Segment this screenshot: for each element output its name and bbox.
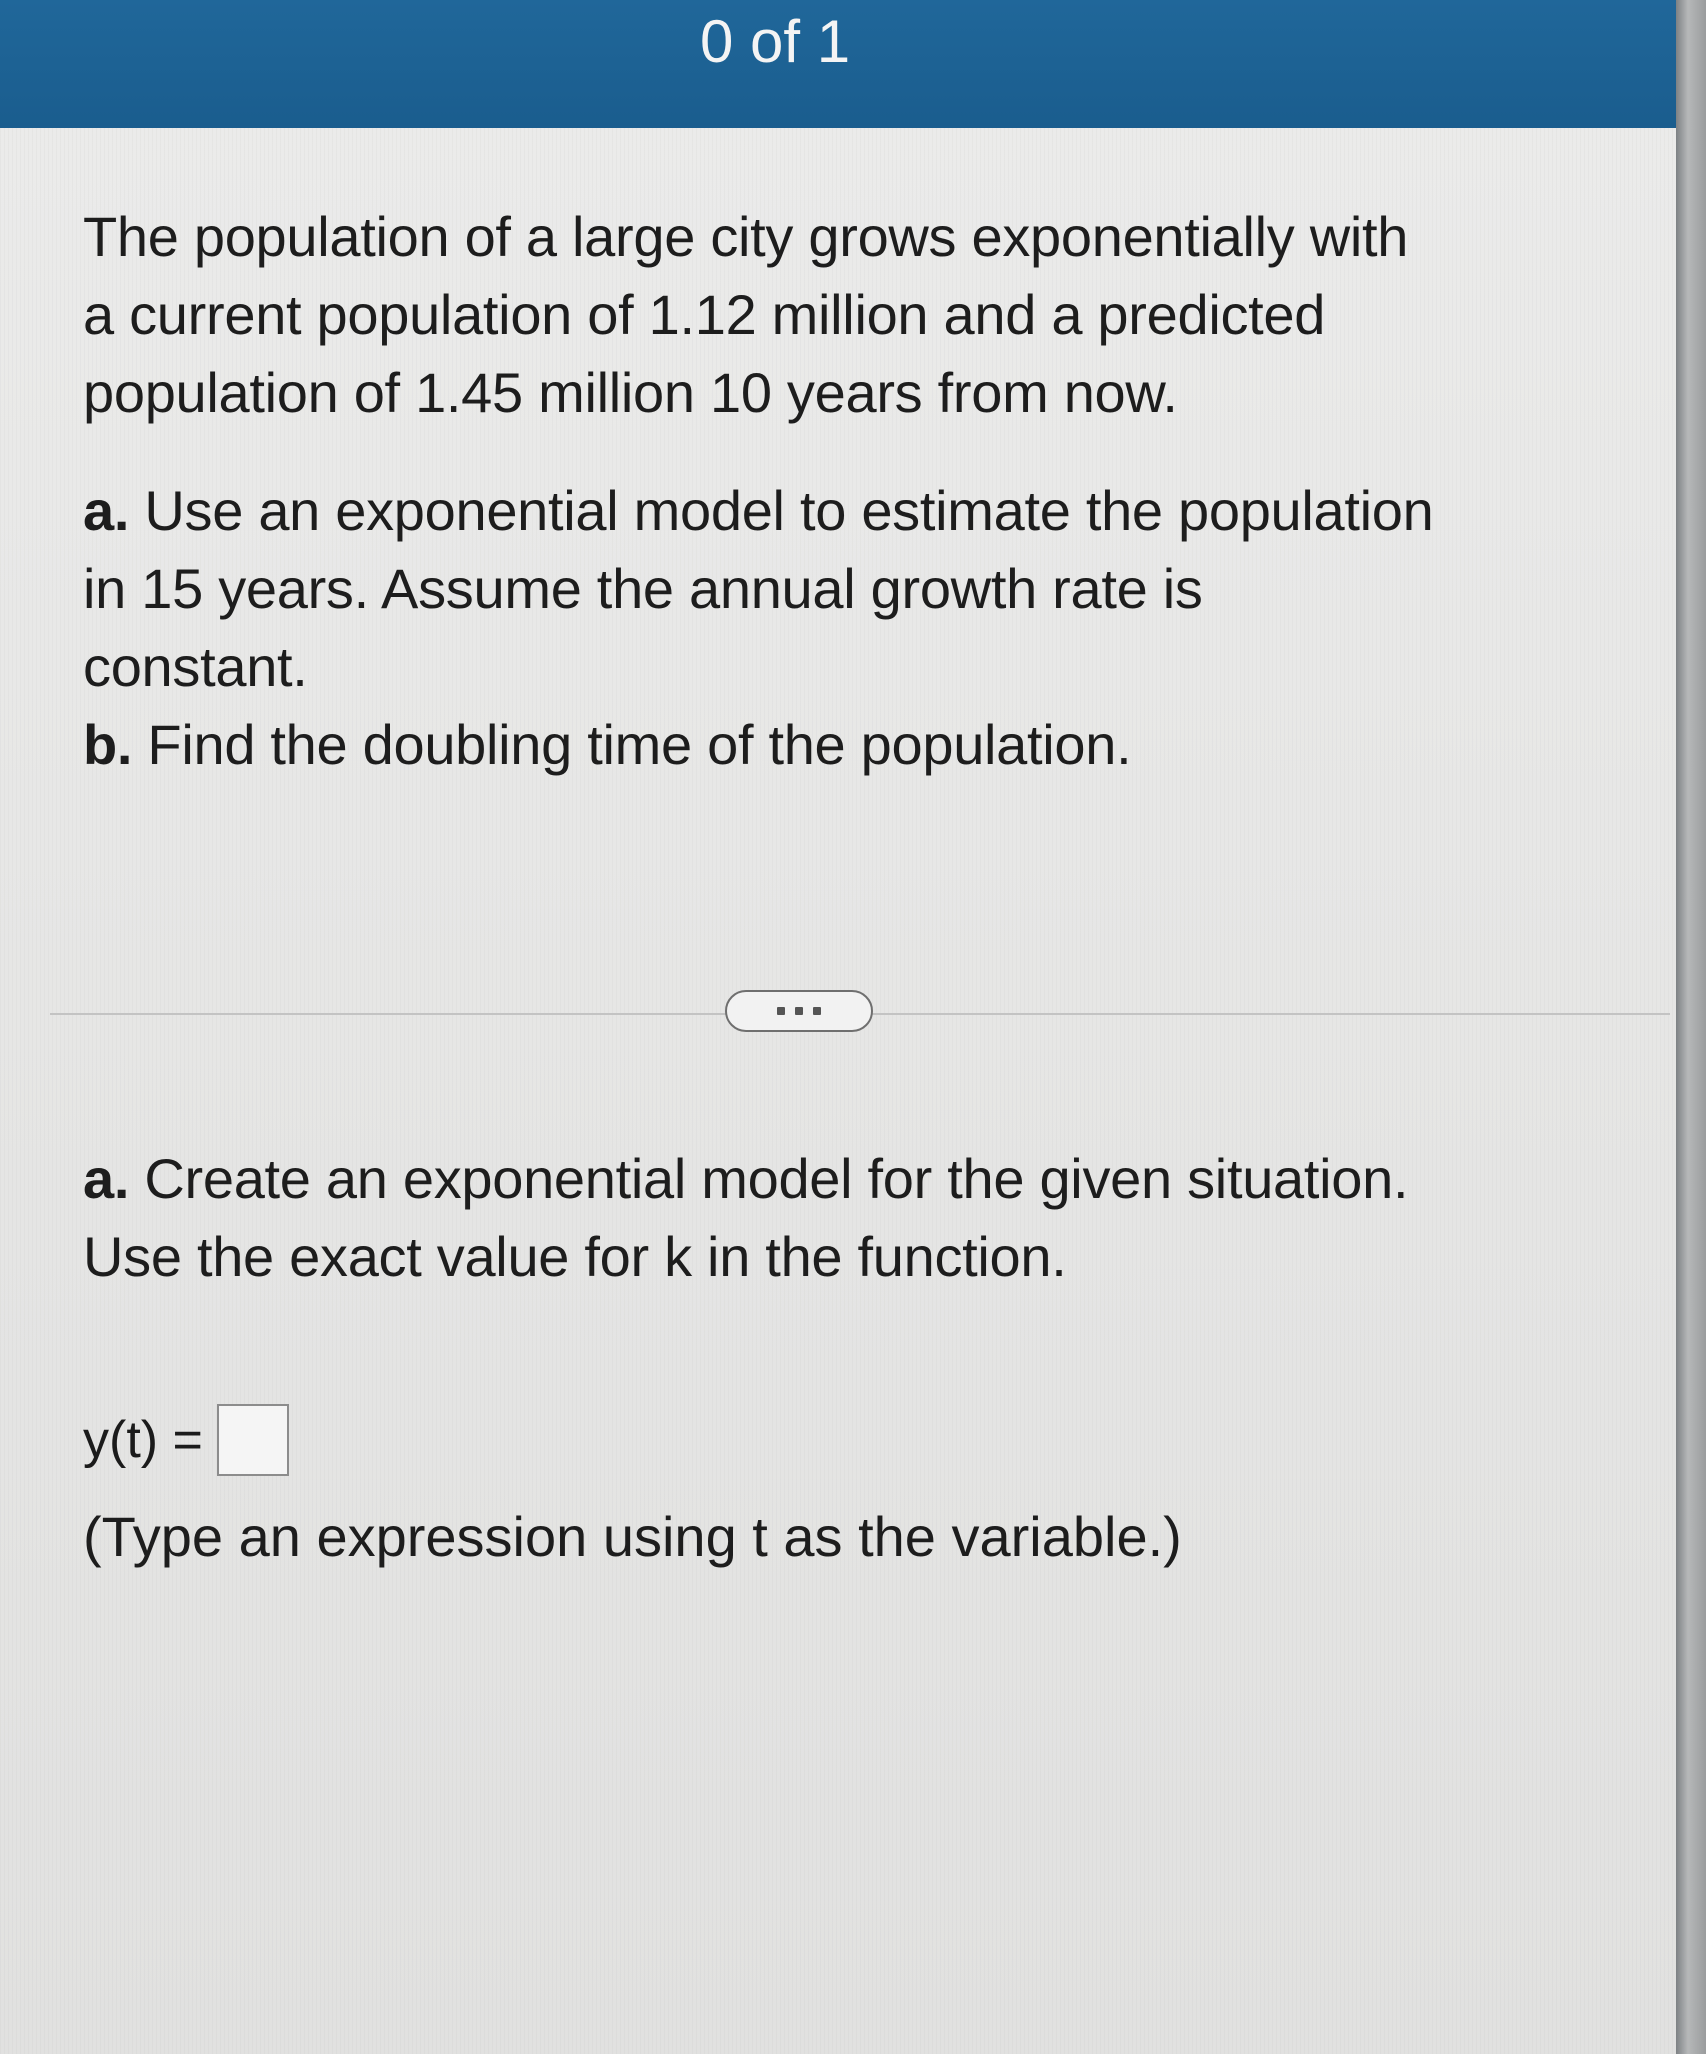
header-bar — [0, 0, 1676, 128]
problem-line: a current population of 1.12 million and a predicted — [83, 283, 1326, 346]
question-parts — [83, 472, 1653, 784]
part-a-text: Use an exponential model to estimate the population — [129, 479, 1434, 542]
part-a-line: constant. — [83, 635, 308, 698]
part-a — [83, 472, 1653, 550]
instruction-letter: a. — [83, 1147, 130, 1210]
expand-more-button[interactable] — [725, 990, 873, 1032]
answer-label: y(t) = — [83, 1411, 203, 1469]
part-a-line: in 15 years. Assume the annual growth rate is — [83, 557, 1203, 620]
answer-row — [83, 1400, 289, 1480]
step-instruction — [83, 1140, 1653, 1296]
score-indicator: 0 of 1 — [700, 8, 851, 75]
instruction-line: Use the exact value for k in the function. — [83, 1225, 1067, 1288]
ellipsis-icon — [813, 1007, 821, 1015]
problem-statement — [83, 198, 1653, 432]
part-b — [83, 706, 1653, 784]
instruction-line — [83, 1140, 1653, 1218]
problem-line: population of 1.45 million 10 years from now. — [83, 361, 1178, 424]
answer-input[interactable] — [217, 1404, 289, 1476]
instruction-text: Create an exponential model for the given situation. — [129, 1147, 1409, 1210]
part-a-letter: a. — [83, 479, 130, 542]
answer-hint: (Type an expression using t as the variable.) — [83, 1505, 1182, 1568]
part-b-letter: b. — [83, 713, 133, 776]
ellipsis-icon — [795, 1007, 803, 1015]
window-edge — [1676, 0, 1706, 2054]
ellipsis-icon — [777, 1007, 785, 1015]
question-panel — [0, 128, 1676, 2054]
problem-line: The population of a large city grows exponentially with — [83, 205, 1409, 268]
part-b-text: Find the doubling time of the population. — [132, 713, 1132, 776]
